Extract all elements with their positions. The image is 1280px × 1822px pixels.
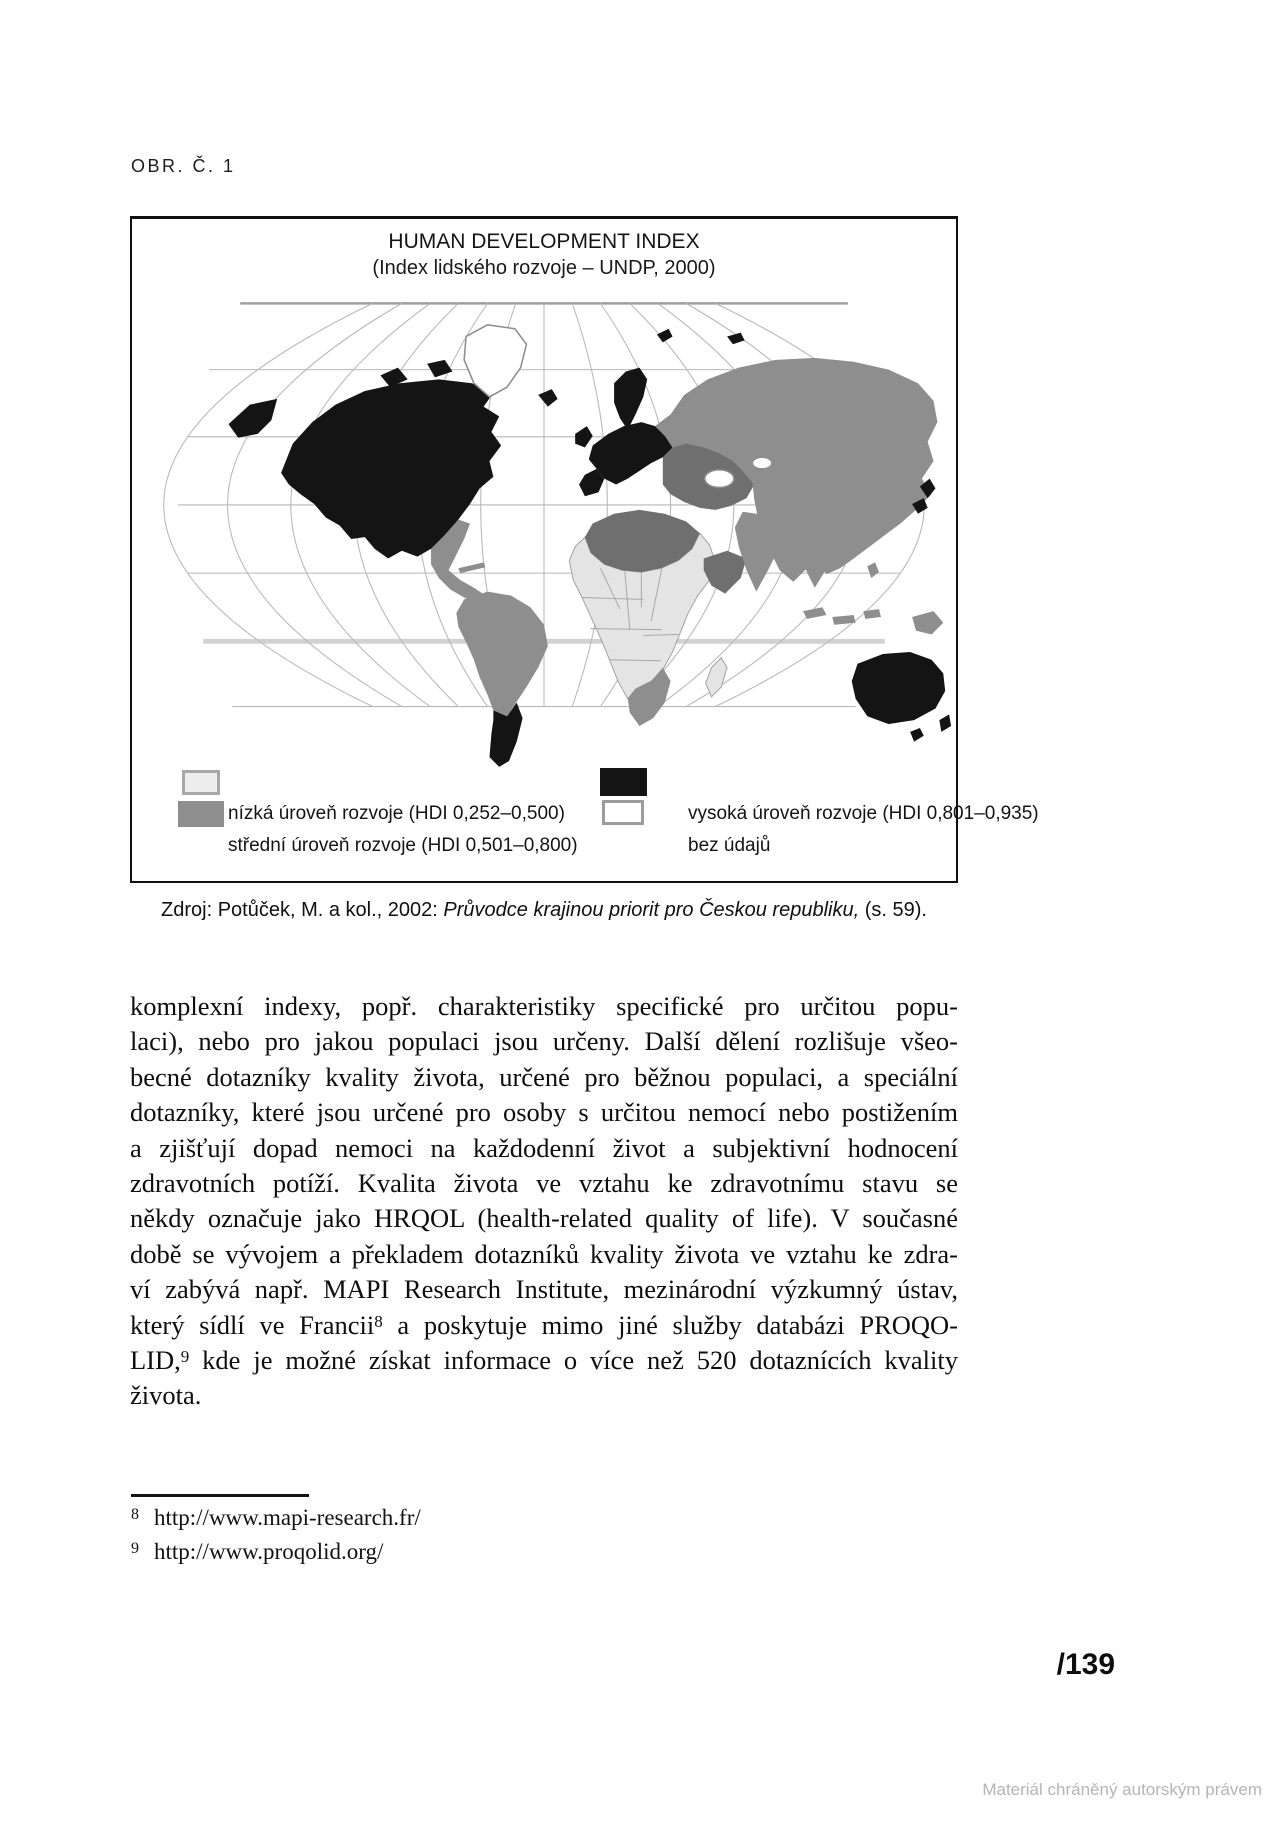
legend-swatch-no-data <box>602 800 644 825</box>
figure-subtitle: (Index lidského rozvoje – UNDP, 2000) <box>372 257 716 279</box>
legend-swatch-medium <box>178 801 224 827</box>
paragraph-line: ví zabývá např. MAPI Research Institute, mezinárodní výzkumný ústav, <box>130 1274 958 1305</box>
footnotes <box>131 1505 421 1573</box>
alaska <box>228 399 277 438</box>
footnote-rule <box>131 1494 309 1497</box>
line-text: kde je možné získat informace o více než 520 dotaznících kvality <box>189 1345 958 1376</box>
legend-label-high: vysoká úroveň rozvoje (HDI 0,801–0,935) <box>688 803 1039 824</box>
australia <box>852 652 945 724</box>
figure-source <box>130 899 958 922</box>
line-text: LID, <box>130 1345 181 1376</box>
svalbard <box>657 329 673 343</box>
new-zealand <box>939 714 951 732</box>
novaya-zemlya <box>727 333 745 345</box>
figure-box <box>130 216 1039 883</box>
footnote-8 <box>131 1505 421 1531</box>
legend-swatch-high <box>600 768 647 796</box>
tasmania <box>910 728 924 742</box>
paragraph-line: době se vývojem a překladem dotazníků kvality života ve vztahu ke zdra- <box>130 1238 958 1269</box>
central-asia-nodata-2 <box>752 457 771 469</box>
arctic-island-2 <box>427 360 452 378</box>
madagascar <box>706 658 727 697</box>
world-map-hdi <box>135 276 953 768</box>
paragraph-line: zdravotních potíží. Kvalita života ve vztahu ke zdravotnímu stavu se <box>130 1168 958 1199</box>
footnote-number: 9 <box>131 1540 139 1557</box>
scandinavia <box>614 368 647 430</box>
legend-label-medium: střední úroveň rozvoje (HDI 0,501–0,800) <box>228 835 578 856</box>
paragraph-line: laci), nebo pro jakou populaci jsou určeny. Další dělení rozlišuje všeo- <box>130 1026 958 1057</box>
arabian-peninsula <box>704 551 747 594</box>
figure-label: OBR. Č. 1 <box>131 156 236 176</box>
paragraph-line: a zjišťují dopad nemoci na každodenní život a subjektivní hodnocení <box>130 1132 958 1163</box>
new-guinea <box>912 611 943 634</box>
map-legend <box>132 768 1039 872</box>
footnote-number: 8 <box>131 1506 139 1523</box>
central-asia-nodata-1 <box>705 470 734 488</box>
figure-title: HUMAN DEVELOPMENT INDEX <box>388 230 700 253</box>
body-paragraph <box>130 989 958 1414</box>
south-america <box>456 592 548 717</box>
paragraph-line <box>130 1308 958 1343</box>
footnote-url: http://www.proqolid.org/ <box>154 1539 384 1564</box>
philippines <box>867 562 879 578</box>
legend-label-low: nízká úroveň rozvoje (HDI 0,252–0,500) <box>228 803 565 824</box>
paragraph-line: života. <box>130 1380 202 1411</box>
iceland <box>538 389 557 407</box>
source-title-italic: Průvodce krajinou priorit pro Českou republiku, <box>443 899 860 921</box>
paragraph-line: dotazníky, které jsou určené pro osoby s určitou nemocí nebo postižením <box>130 1097 958 1128</box>
source-prefix: Zdroj: Potůček, M. a kol., 2002: <box>161 899 444 921</box>
indonesia-3 <box>863 609 881 619</box>
north-america <box>281 379 501 558</box>
footnote-ref-8: 8 <box>374 1311 383 1331</box>
footnote-ref-9: 9 <box>180 1347 190 1367</box>
paragraph-line: komplexní indexy, popř. charakteristiky specifické pro určitou popu- <box>130 991 958 1021</box>
british-isles <box>575 426 593 447</box>
paragraph-line <box>130 1343 958 1378</box>
legend-label-no-data: bez údajů <box>688 835 771 856</box>
indonesia-1 <box>803 607 826 619</box>
line-text: a poskytuje mimo jiné služby databázi PROQO- <box>382 1309 958 1340</box>
page-number: /139 <box>1056 1648 1115 1681</box>
footnote-9 <box>131 1539 421 1565</box>
paragraph-line: někdy označuje jako HRQOL (health-related quality of life). V současné <box>130 1203 958 1234</box>
source-suffix: (s. 59). <box>859 899 927 921</box>
footnote-url: http://www.mapi-research.fr/ <box>154 1505 421 1530</box>
copyright-notice: Materiál chráněný autorským právem <box>982 1780 1262 1799</box>
paragraph-line: becné dotazníky kvality života, určené pro běžnou populaci, a speciální <box>130 1061 958 1092</box>
cuba <box>458 562 485 573</box>
legend-swatch-low <box>182 770 220 795</box>
line-text: který sídlí ve Francii <box>130 1309 375 1340</box>
